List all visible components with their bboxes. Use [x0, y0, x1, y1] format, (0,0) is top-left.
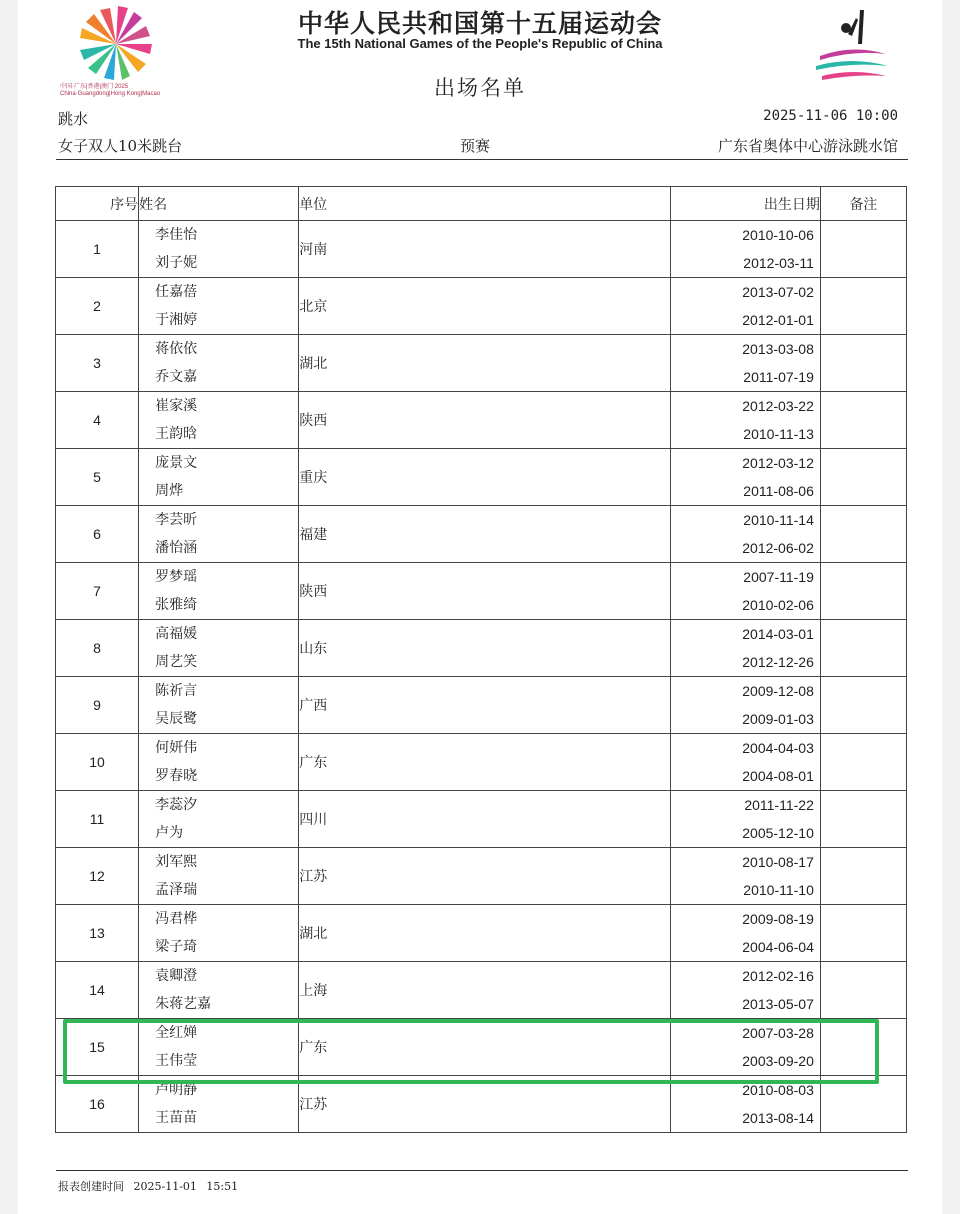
team-unit: 陕西	[299, 563, 670, 620]
event-name: 女子双人10米跳台	[58, 137, 183, 155]
team-unit: 重庆	[299, 449, 670, 506]
table-header-row	[56, 187, 907, 221]
athlete-name: 刘军熙	[155, 854, 198, 870]
table-row	[56, 392, 907, 449]
birth-dates	[670, 221, 820, 278]
birth-date: 2010-08-17	[742, 854, 814, 870]
athlete-name: 朱蒋艺嘉	[155, 996, 212, 1012]
remark	[820, 449, 906, 506]
team-unit: 上海	[299, 962, 670, 1019]
row-number: 2	[56, 278, 139, 335]
footer-divider	[56, 1170, 908, 1171]
roster-table	[55, 186, 907, 1133]
row-number: 7	[56, 563, 139, 620]
row-number: 3	[56, 335, 139, 392]
birth-date: 2011-07-19	[743, 369, 814, 385]
athlete-name: 李芸昕	[155, 512, 198, 528]
athlete-name: 周艺笑	[155, 654, 198, 670]
row-number: 5	[56, 449, 139, 506]
row-number: 8	[56, 620, 139, 677]
birth-dates	[670, 563, 820, 620]
birth-date: 2009-01-03	[742, 711, 814, 727]
report-created-time	[58, 1178, 244, 1194]
remark	[820, 221, 906, 278]
table-row	[56, 905, 907, 962]
remark	[820, 563, 906, 620]
row-number: 9	[56, 677, 139, 734]
birth-date: 2013-05-07	[742, 996, 814, 1012]
row-number: 11	[56, 791, 139, 848]
athlete-name: 王苗苗	[155, 1110, 198, 1126]
row-number: 10	[56, 734, 139, 791]
birth-dates	[670, 620, 820, 677]
highlight-box	[63, 1019, 879, 1084]
athlete-name: 张雅绮	[155, 597, 198, 613]
athlete-name: 袁卿澄	[155, 968, 198, 984]
table-row	[56, 962, 907, 1019]
sport-name: 跳水	[58, 110, 89, 128]
remark	[820, 677, 906, 734]
birth-date: 2011-11-22	[744, 797, 814, 813]
column-header-note: 备注	[820, 187, 906, 221]
birth-date: 2010-02-06	[742, 597, 814, 613]
athlete-name: 卢为	[155, 825, 184, 841]
athlete-names	[139, 1076, 299, 1133]
table-row	[56, 677, 907, 734]
team-unit: 北京	[299, 278, 670, 335]
athlete-name: 刘子妮	[155, 255, 198, 271]
roster-table-body	[56, 221, 907, 1133]
table-row	[56, 848, 907, 905]
venue-name: 广东省奥体中心游泳跳水馆	[717, 137, 898, 155]
athlete-names	[139, 449, 299, 506]
athlete-name: 庞景文	[155, 455, 198, 471]
birth-dates	[670, 905, 820, 962]
athlete-name: 卢明静	[155, 1082, 198, 1098]
birth-date: 2012-01-01	[742, 312, 814, 328]
table-row	[56, 791, 907, 848]
remark	[820, 620, 906, 677]
birth-dates	[670, 962, 820, 1019]
birth-dates	[670, 506, 820, 563]
athlete-name: 全红婵	[155, 1025, 198, 1041]
athlete-name: 陈祈言	[155, 683, 198, 699]
athlete-names	[139, 791, 299, 848]
athlete-names	[139, 848, 299, 905]
birth-date: 2012-02-16	[742, 968, 814, 984]
birth-date: 2012-12-26	[742, 654, 814, 670]
birth-dates	[670, 335, 820, 392]
athlete-names	[139, 392, 299, 449]
remark	[820, 506, 906, 563]
athlete-names	[139, 677, 299, 734]
birth-date: 2010-11-13	[743, 426, 814, 442]
table-row	[56, 620, 907, 677]
team-unit: 陕西	[299, 392, 670, 449]
athlete-name: 蒋依依	[155, 341, 198, 357]
birth-date: 2011-08-06	[743, 483, 814, 499]
birth-date: 2012-03-11	[743, 255, 814, 271]
remark	[820, 335, 906, 392]
athlete-names	[139, 734, 299, 791]
athlete-name: 冯君桦	[155, 911, 198, 927]
remark	[820, 1076, 906, 1133]
birth-date: 2009-08-19	[742, 911, 814, 927]
birth-date: 2012-03-22	[742, 398, 814, 414]
birth-date: 2010-11-10	[743, 882, 814, 898]
report-created-date: 2025-11-01	[133, 1180, 197, 1193]
row-number: 13	[56, 905, 139, 962]
event-phase: 预赛	[460, 137, 491, 155]
birth-date: 2010-11-14	[743, 512, 814, 528]
report-created-label: 报表创建时间	[58, 1180, 124, 1193]
athlete-name: 罗春晓	[155, 768, 198, 784]
remark	[820, 278, 906, 335]
remark	[820, 734, 906, 791]
birth-date: 2004-06-04	[742, 939, 814, 955]
remark	[820, 848, 906, 905]
birth-date: 2005-12-10	[742, 825, 814, 841]
birth-date: 2014-03-01	[742, 626, 814, 642]
remark	[820, 791, 906, 848]
athlete-name: 孟泽瑞	[155, 882, 198, 898]
column-header-dob: 出生日期	[670, 187, 820, 221]
birth-date: 2013-07-02	[742, 284, 814, 300]
athlete-name: 罗梦瑶	[155, 569, 198, 585]
athlete-name: 王伟莹	[155, 1053, 198, 1069]
athlete-name: 梁子琦	[155, 939, 198, 955]
document-title: 出场名单	[434, 76, 526, 100]
table-row	[56, 563, 907, 620]
team-unit: 四川	[299, 791, 670, 848]
athlete-name: 乔文嘉	[155, 369, 198, 385]
row-number: 1	[56, 221, 139, 278]
birth-date: 2003-09-20	[742, 1053, 814, 1069]
remark	[820, 392, 906, 449]
team-unit: 湖北	[299, 905, 670, 962]
athlete-names	[139, 563, 299, 620]
birth-date: 2013-03-08	[742, 341, 814, 357]
emblem-caption: 中国·广东|香港|澳门 2025 China·Guangdong|Hong Kong|Macao	[60, 84, 161, 97]
column-header-unit: 单位	[299, 187, 670, 221]
team-unit: 广东	[299, 1019, 670, 1076]
birth-dates	[670, 1076, 820, 1133]
row-number: 12	[56, 848, 139, 905]
roster-document	[18, 0, 942, 1214]
athlete-name: 周烨	[155, 483, 184, 499]
birth-date: 2010-10-06	[742, 227, 814, 243]
athlete-names	[139, 278, 299, 335]
athlete-name: 任嘉蓓	[155, 284, 198, 300]
birth-dates	[670, 278, 820, 335]
birth-dates	[670, 848, 820, 905]
athlete-names	[139, 962, 299, 1019]
team-unit: 广西	[299, 677, 670, 734]
birth-dates	[670, 677, 820, 734]
athlete-name: 崔家溪	[155, 398, 198, 414]
birth-dates	[670, 791, 820, 848]
remark	[820, 905, 906, 962]
table-row	[56, 1076, 907, 1133]
athlete-names	[139, 335, 299, 392]
team-unit: 广东	[299, 734, 670, 791]
birth-date: 2013-08-14	[742, 1110, 814, 1126]
athlete-names	[139, 221, 299, 278]
row-number: 6	[56, 506, 139, 563]
birth-date: 2004-04-03	[742, 740, 814, 756]
games-title-en: The 15th National Games of the People's Republic of China	[297, 36, 663, 51]
row-number: 16	[56, 1076, 139, 1133]
table-row	[56, 221, 907, 278]
birth-date: 2009-12-08	[742, 683, 814, 699]
games-title-cn: 中华人民共和国第十五届运动会	[297, 9, 662, 38]
table-row	[56, 449, 907, 506]
birth-date: 2012-06-02	[742, 540, 814, 556]
birth-dates	[670, 449, 820, 506]
athlete-name: 王韵晗	[155, 426, 198, 442]
column-header-no: 序号	[56, 187, 139, 221]
table-row	[56, 278, 907, 335]
athlete-name: 吴辰鹭	[155, 711, 198, 727]
header-divider	[56, 159, 908, 160]
table-row	[56, 506, 907, 563]
table-row	[56, 335, 907, 392]
athlete-name: 何妍伟	[155, 740, 198, 756]
remark	[820, 962, 906, 1019]
birth-dates	[670, 392, 820, 449]
report-created-time-value: 15:51	[206, 1180, 239, 1193]
column-header-name: 姓名	[139, 187, 299, 221]
team-unit: 江苏	[299, 848, 670, 905]
birth-date: 2012-03-12	[742, 455, 814, 471]
table-row	[56, 734, 907, 791]
athlete-names	[139, 905, 299, 962]
athlete-name: 李蕊汐	[155, 797, 198, 813]
athlete-names	[139, 506, 299, 563]
team-unit: 福建	[299, 506, 670, 563]
birth-date: 2004-08-01	[742, 768, 814, 784]
row-number: 14	[56, 962, 139, 1019]
athlete-name: 潘怡涵	[155, 540, 198, 556]
team-unit: 山东	[299, 620, 670, 677]
row-number: 4	[56, 392, 139, 449]
team-unit: 江苏	[299, 1076, 670, 1133]
row-number: 15	[56, 1019, 139, 1076]
birth-dates	[670, 734, 820, 791]
athlete-name: 于湘婷	[155, 312, 198, 328]
birth-date: 2007-03-28	[742, 1025, 814, 1041]
team-unit: 湖北	[299, 335, 670, 392]
birth-date: 2010-08-03	[742, 1082, 814, 1098]
athlete-name: 高福媛	[155, 626, 198, 642]
athlete-names	[139, 620, 299, 677]
athlete-name: 李佳怡	[155, 227, 198, 243]
event-datetime: 2025-11-06 10:00	[763, 108, 898, 124]
birth-date: 2007-11-19	[743, 569, 814, 585]
team-unit: 河南	[299, 221, 670, 278]
